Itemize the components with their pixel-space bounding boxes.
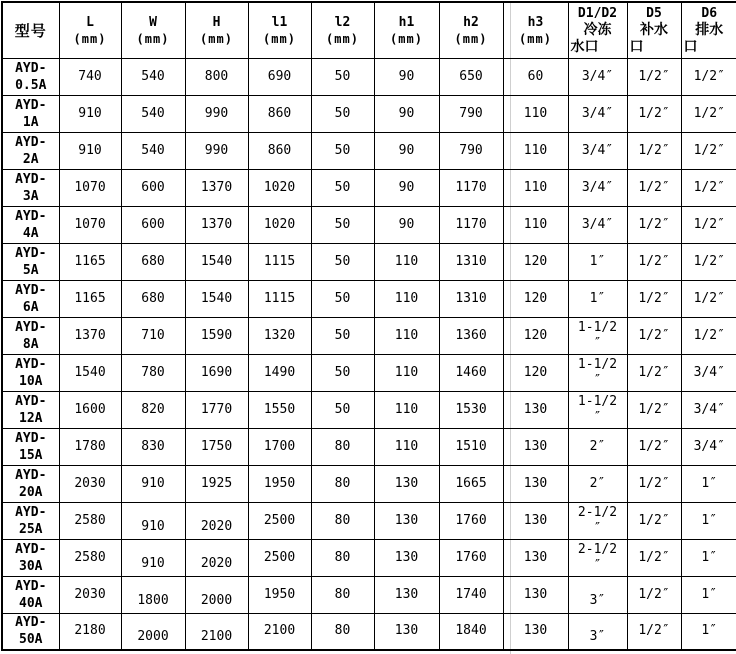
model-cell: AYD- 40A (2, 576, 59, 613)
table-row (2, 317, 736, 354)
model-cell: AYD- 25A (2, 502, 59, 539)
value-cell-h2: 1360 (439, 317, 503, 354)
value-cell-l1: 860 (248, 95, 311, 132)
col-header-unit: (mm) (375, 31, 439, 47)
value-cell-D5: 1/2″ (627, 132, 681, 169)
value-cell-L: 1370 (59, 317, 121, 354)
value-cell-h1: 130 (374, 576, 439, 613)
value-cell-L: 2580 (59, 539, 121, 576)
model-cell: AYD- 8A (2, 317, 59, 354)
value-cell-D6: 1″ (681, 613, 736, 650)
value-cell-l2: 50 (311, 58, 374, 95)
value-cell-h3: 130 (503, 465, 568, 502)
value-cell-l2: 80 (311, 613, 374, 650)
value-cell-h1: 90 (374, 58, 439, 95)
value-cell-W: 540 (121, 132, 185, 169)
value-cell-W: 780 (121, 354, 185, 391)
col-header-L (59, 2, 121, 58)
value-cell-D1D2: 1″ (568, 280, 627, 317)
value-cell-W: 540 (121, 95, 185, 132)
value-cell-D5: 1/2″ (627, 243, 681, 280)
value-cell-D5: 1/2″ (627, 169, 681, 206)
model-cell: AYD- 6A (2, 280, 59, 317)
value-cell-H: 800 (185, 58, 248, 95)
value-cell-D5: 1/2″ (627, 465, 681, 502)
col-header-symbol: h1 (375, 14, 439, 31)
col-header-l2 (311, 2, 374, 58)
value-cell-H: 1925 (185, 465, 248, 502)
value-cell-l1: 2500 (248, 502, 311, 539)
value-cell-D5: 1/2″ (627, 428, 681, 465)
table-row (2, 502, 736, 539)
value-cell-D5: 1/2″ (627, 354, 681, 391)
value-cell-L: 1600 (59, 391, 121, 428)
value-cell-L: 1540 (59, 354, 121, 391)
value-cell-l2: 50 (311, 317, 374, 354)
value-cell-l1: 1950 (248, 465, 311, 502)
value-cell-D5: 1/2″ (627, 58, 681, 95)
col-header-line: D1/D2 (569, 5, 627, 22)
value-cell-h3: 130 (503, 539, 568, 576)
col-header-line: D5 (628, 5, 681, 22)
value-cell-h3: 130 (503, 428, 568, 465)
table-row (2, 280, 736, 317)
value-cell-L: 740 (59, 58, 121, 95)
value-cell-h1: 90 (374, 132, 439, 169)
model-cell: AYD- 50A (2, 613, 59, 650)
value-cell-h2: 1310 (439, 243, 503, 280)
value-cell-L: 2180 (59, 613, 121, 650)
value-cell-h2: 790 (439, 95, 503, 132)
col-header-line: 口 (628, 39, 681, 56)
dimensions-spec-table (1, 1, 736, 651)
col-header-symbol: h3 (504, 14, 568, 31)
col-header-line: 冷冻 (569, 22, 627, 39)
value-cell-W: 910 (121, 539, 185, 576)
value-cell-h1: 110 (374, 243, 439, 280)
value-cell-H: 2000 (185, 576, 248, 613)
value-cell-D5: 1/2″ (627, 502, 681, 539)
value-cell-D1D2: 2″ (568, 465, 627, 502)
value-cell-h3: 120 (503, 280, 568, 317)
value-cell-W: 910 (121, 502, 185, 539)
table-body (2, 58, 736, 650)
col-header-model: 型号 (2, 2, 59, 58)
value-cell-L: 1165 (59, 280, 121, 317)
value-cell-l2: 50 (311, 169, 374, 206)
value-cell-h1: 90 (374, 169, 439, 206)
value-cell-H: 1750 (185, 428, 248, 465)
col-header-unit: (mm) (440, 31, 503, 47)
value-cell-l1: 1115 (248, 280, 311, 317)
value-cell-H: 1540 (185, 280, 248, 317)
value-cell-h3: 110 (503, 169, 568, 206)
col-header-W (121, 2, 185, 58)
model-cell: AYD- 1A (2, 95, 59, 132)
value-cell-W: 600 (121, 206, 185, 243)
value-cell-h1: 90 (374, 95, 439, 132)
value-cell-D6: 1″ (681, 502, 736, 539)
model-cell: AYD- 5A (2, 243, 59, 280)
value-cell-D1D2: 3″ (568, 613, 627, 650)
col-header-unit: (mm) (312, 31, 374, 47)
col-header-line: 排水 (682, 22, 736, 39)
value-cell-D5: 1/2″ (627, 95, 681, 132)
value-cell-l1: 2500 (248, 539, 311, 576)
value-cell-l1: 1020 (248, 169, 311, 206)
value-cell-l2: 80 (311, 576, 374, 613)
col-header-line: D6 (682, 5, 736, 22)
value-cell-W: 2000 (121, 613, 185, 650)
value-cell-h2: 1460 (439, 354, 503, 391)
value-cell-D6: 1/2″ (681, 317, 736, 354)
model-cell: AYD- 30A (2, 539, 59, 576)
value-cell-D5: 1/2″ (627, 317, 681, 354)
value-cell-D6: 3/4″ (681, 354, 736, 391)
value-cell-h3: 60 (503, 58, 568, 95)
value-cell-l2: 80 (311, 428, 374, 465)
value-cell-W: 680 (121, 280, 185, 317)
value-cell-h3: 120 (503, 243, 568, 280)
value-cell-h3: 130 (503, 502, 568, 539)
table-row (2, 539, 736, 576)
value-cell-D6: 1″ (681, 539, 736, 576)
value-cell-D6: 1/2″ (681, 95, 736, 132)
value-cell-H: 1370 (185, 206, 248, 243)
value-cell-H: 1590 (185, 317, 248, 354)
value-cell-l1: 2100 (248, 613, 311, 650)
value-cell-L: 910 (59, 95, 121, 132)
value-cell-D1D2: 3/4″ (568, 206, 627, 243)
col-header-symbol: L (60, 14, 121, 31)
value-cell-L: 2030 (59, 465, 121, 502)
value-cell-l2: 80 (311, 502, 374, 539)
value-cell-L: 2580 (59, 502, 121, 539)
value-cell-l1: 1115 (248, 243, 311, 280)
value-cell-D1D2: 1-1/2 ″ (568, 317, 627, 354)
value-cell-h3: 110 (503, 132, 568, 169)
col-header-h3 (503, 2, 568, 58)
value-cell-H: 990 (185, 132, 248, 169)
value-cell-D6: 3/4″ (681, 428, 736, 465)
value-cell-h1: 110 (374, 317, 439, 354)
col-header-unit: (mm) (249, 31, 311, 47)
value-cell-l2: 50 (311, 95, 374, 132)
model-cell: AYD- 15A (2, 428, 59, 465)
table-row (2, 95, 736, 132)
value-cell-h1: 130 (374, 613, 439, 650)
value-cell-h1: 110 (374, 354, 439, 391)
col-header-unit: (mm) (60, 31, 121, 47)
table-row (2, 428, 736, 465)
col-header-h1 (374, 2, 439, 58)
value-cell-l1: 1490 (248, 354, 311, 391)
value-cell-H: 2020 (185, 502, 248, 539)
value-cell-h2: 650 (439, 58, 503, 95)
value-cell-h3: 120 (503, 354, 568, 391)
value-cell-h2: 1740 (439, 576, 503, 613)
value-cell-H: 1770 (185, 391, 248, 428)
table-row (2, 206, 736, 243)
value-cell-W: 540 (121, 58, 185, 95)
col-header-symbol: l2 (312, 14, 374, 31)
col-header-symbol: W (122, 14, 185, 31)
model-cell: AYD- 20A (2, 465, 59, 502)
value-cell-D6: 3/4″ (681, 391, 736, 428)
value-cell-h2: 1510 (439, 428, 503, 465)
value-cell-l2: 50 (311, 206, 374, 243)
value-cell-D6: 1/2″ (681, 280, 736, 317)
col-header-line: 口 (682, 39, 736, 56)
col-header-D5 (627, 2, 681, 58)
value-cell-D1D2: 1-1/2 ″ (568, 391, 627, 428)
value-cell-h3: 130 (503, 576, 568, 613)
value-cell-h2: 1170 (439, 206, 503, 243)
value-cell-l2: 50 (311, 243, 374, 280)
value-cell-W: 820 (121, 391, 185, 428)
col-header-symbol: H (186, 14, 248, 31)
value-cell-W: 710 (121, 317, 185, 354)
col-header-unit: (mm) (122, 31, 185, 47)
value-cell-h2: 1310 (439, 280, 503, 317)
header-row (2, 2, 736, 58)
col-header-D1D2 (568, 2, 627, 58)
value-cell-D1D2: 2-1/2 ″ (568, 502, 627, 539)
table-row (2, 169, 736, 206)
value-cell-H: 1690 (185, 354, 248, 391)
col-header-line: 水口 (569, 39, 627, 56)
value-cell-W: 1800 (121, 576, 185, 613)
value-cell-L: 1070 (59, 169, 121, 206)
model-cell: AYD- 10A (2, 354, 59, 391)
value-cell-D1D2: 3/4″ (568, 58, 627, 95)
value-cell-D1D2: 3/4″ (568, 95, 627, 132)
value-cell-h1: 130 (374, 465, 439, 502)
value-cell-D5: 1/2″ (627, 539, 681, 576)
table-row (2, 243, 736, 280)
value-cell-L: 1070 (59, 206, 121, 243)
value-cell-h1: 110 (374, 391, 439, 428)
value-cell-h2: 1170 (439, 169, 503, 206)
value-cell-L: 1780 (59, 428, 121, 465)
value-cell-D5: 1/2″ (627, 391, 681, 428)
value-cell-W: 910 (121, 465, 185, 502)
value-cell-L: 1165 (59, 243, 121, 280)
value-cell-D6: 1″ (681, 576, 736, 613)
value-cell-W: 600 (121, 169, 185, 206)
value-cell-l2: 80 (311, 539, 374, 576)
value-cell-D1D2: 3/4″ (568, 169, 627, 206)
col-header-D6 (681, 2, 736, 58)
value-cell-l1: 1700 (248, 428, 311, 465)
value-cell-l2: 50 (311, 132, 374, 169)
table-row (2, 58, 736, 95)
value-cell-H: 2100 (185, 613, 248, 650)
col-header-l1 (248, 2, 311, 58)
value-cell-D6: 1/2″ (681, 169, 736, 206)
value-cell-W: 830 (121, 428, 185, 465)
value-cell-H: 1540 (185, 243, 248, 280)
value-cell-l2: 50 (311, 354, 374, 391)
value-cell-h1: 110 (374, 428, 439, 465)
value-cell-D6: 1/2″ (681, 206, 736, 243)
value-cell-l1: 1320 (248, 317, 311, 354)
value-cell-D6: 1″ (681, 465, 736, 502)
value-cell-D5: 1/2″ (627, 613, 681, 650)
col-header-h2 (439, 2, 503, 58)
model-cell: AYD- 4A (2, 206, 59, 243)
value-cell-D1D2: 1″ (568, 243, 627, 280)
value-cell-h2: 1665 (439, 465, 503, 502)
value-cell-h1: 130 (374, 539, 439, 576)
value-cell-h2: 1760 (439, 539, 503, 576)
value-cell-h3: 130 (503, 613, 568, 650)
table-row (2, 613, 736, 650)
table-row (2, 465, 736, 502)
model-cell: AYD- 0.5A (2, 58, 59, 95)
value-cell-D1D2: 2″ (568, 428, 627, 465)
value-cell-l1: 860 (248, 132, 311, 169)
value-cell-l2: 50 (311, 391, 374, 428)
table-row (2, 576, 736, 613)
value-cell-D1D2: 1-1/2 ″ (568, 354, 627, 391)
value-cell-W: 680 (121, 243, 185, 280)
value-cell-L: 910 (59, 132, 121, 169)
table-row (2, 132, 736, 169)
model-cell: AYD- 3A (2, 169, 59, 206)
value-cell-H: 2020 (185, 539, 248, 576)
value-cell-h2: 1840 (439, 613, 503, 650)
value-cell-l1: 1950 (248, 576, 311, 613)
value-cell-h3: 130 (503, 391, 568, 428)
col-header-unit: (mm) (504, 31, 568, 47)
value-cell-h3: 120 (503, 317, 568, 354)
value-cell-D5: 1/2″ (627, 576, 681, 613)
col-header-H (185, 2, 248, 58)
value-cell-h2: 1530 (439, 391, 503, 428)
model-cell: AYD- 12A (2, 391, 59, 428)
value-cell-h1: 90 (374, 206, 439, 243)
value-cell-H: 990 (185, 95, 248, 132)
col-header-line: 补水 (628, 22, 681, 39)
value-cell-h1: 130 (374, 502, 439, 539)
value-cell-h3: 110 (503, 206, 568, 243)
value-cell-h2: 790 (439, 132, 503, 169)
value-cell-l1: 1550 (248, 391, 311, 428)
value-cell-H: 1370 (185, 169, 248, 206)
table-row (2, 354, 736, 391)
col-header-symbol: l1 (249, 14, 311, 31)
table-header (2, 2, 736, 58)
col-header-unit: (mm) (186, 31, 248, 47)
value-cell-D6: 1/2″ (681, 243, 736, 280)
value-cell-l2: 50 (311, 280, 374, 317)
value-cell-D5: 1/2″ (627, 280, 681, 317)
value-cell-l1: 690 (248, 58, 311, 95)
value-cell-h2: 1760 (439, 502, 503, 539)
value-cell-D6: 1/2″ (681, 58, 736, 95)
value-cell-D6: 1/2″ (681, 132, 736, 169)
value-cell-l1: 1020 (248, 206, 311, 243)
value-cell-h1: 110 (374, 280, 439, 317)
value-cell-D1D2: 3/4″ (568, 132, 627, 169)
value-cell-l2: 80 (311, 465, 374, 502)
col-header-symbol: h2 (440, 14, 503, 31)
value-cell-L: 2030 (59, 576, 121, 613)
value-cell-D1D2: 3″ (568, 576, 627, 613)
table-row (2, 391, 736, 428)
model-cell: AYD- 2A (2, 132, 59, 169)
value-cell-D1D2: 2-1/2 ″ (568, 539, 627, 576)
value-cell-h3: 110 (503, 95, 568, 132)
value-cell-D5: 1/2″ (627, 206, 681, 243)
